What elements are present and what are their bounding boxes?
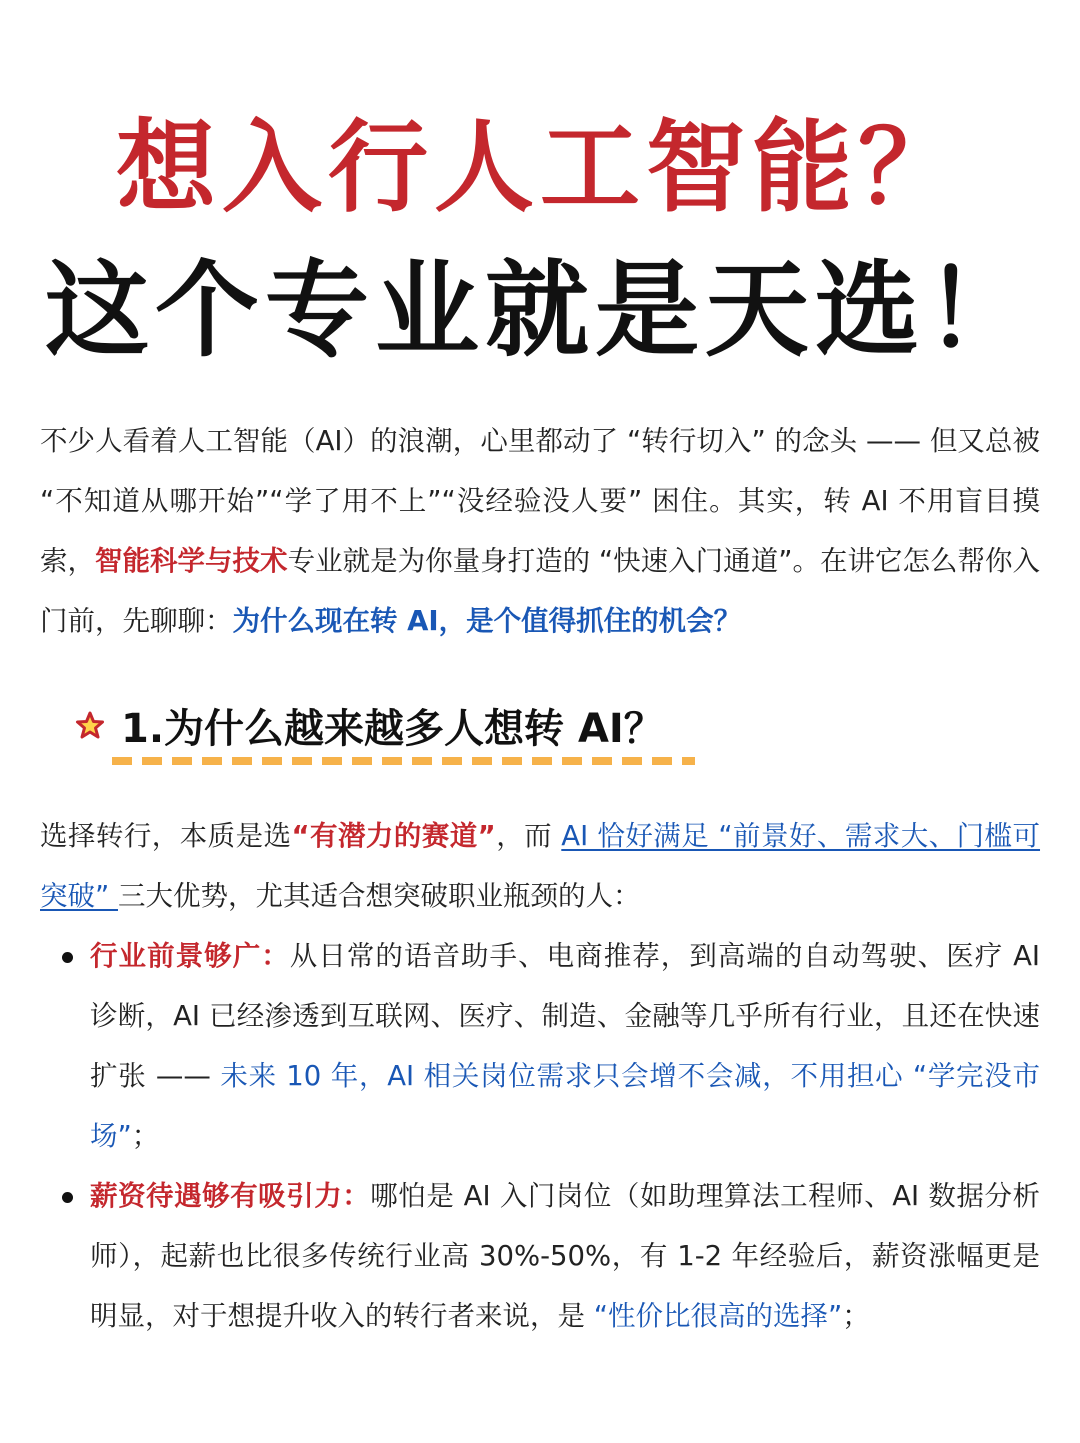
intro-highlight-question: 为什么现在转 AI，是个值得抓住的机会？ (232, 605, 742, 637)
intro-paragraph (40, 411, 1040, 651)
section-1-title: 1.为什么越来越多人想转 AI？ (121, 705, 664, 752)
bullet-text: 从日常的语音助手、电商推荐，到高端的自动驾驶、医疗 AI 诊断，AI 已经渗透到互联网、医疗、制造、金融等几乎所有行业，且还在快速扩张 —— (90, 940, 1040, 1092)
bullet-dot (62, 1192, 73, 1203)
choice-advantages-link[interactable]: AI 恰好满足 “前景好、需求大、门槛可突破” (40, 820, 1041, 912)
choice-text-1: 选择转行，本质是选 (40, 820, 292, 852)
bullet-label: 行业前景够广： (90, 940, 290, 972)
advantage-list (40, 926, 1040, 1346)
list-item (40, 1166, 1040, 1346)
choice-text-3: 三大优势，尤其适合想突破职业瓶颈的人： (118, 880, 641, 912)
title-line-2: 这个专业就是天选！ (44, 249, 1035, 371)
choice-paragraph (40, 806, 1040, 926)
bullet-highlight: 未来 10 年，AI 相关岗位需求只会增不会减，不用担心 “学完没市场” (90, 1060, 1040, 1152)
star-icon (75, 710, 105, 740)
section-1-dashed-underline (112, 757, 695, 765)
intro-text-2: 专业就是为你量身打造的 “快速入门通道”。在讲它怎么帮你入门前，先聊聊： (40, 545, 1041, 637)
bullet-label: 薪资待遇够有吸引力： (90, 1180, 371, 1212)
title-line-1: 想入行人工智能？ (116, 109, 964, 226)
intro-text-1: 不少人看着人工智能（AI）的浪潮，心里都动了 “转行切入” 的念头 —— 但又总被 “不知道从哪开始”“学了用不上”“没经验没人要” 困住。其实，转 AI 不用盲目摸索， (40, 425, 1040, 577)
bullet-tail: ； (842, 1300, 870, 1332)
bullet-text: 哪怕是 AI 入门岗位（如助理算法工程师、AI 数据分析师），起薪也比很多传统行业高 30%-50%，有 1-2 年经验后，薪资涨幅更是明显，对于想提升收入的转行者来说，是 (90, 1180, 1040, 1332)
section-1-heading (75, 690, 664, 760)
bullet-tail: ； (131, 1120, 160, 1152)
list-item (40, 926, 1040, 1166)
bullet-highlight: “性价比很高的选择” (593, 1300, 843, 1332)
choice-text-2: ，而 (495, 820, 562, 852)
bullet-dot (62, 952, 73, 963)
choice-highlight-track: “有潜力的赛道” (291, 820, 496, 852)
intro-highlight-major: 智能科学与技术 (95, 545, 288, 577)
